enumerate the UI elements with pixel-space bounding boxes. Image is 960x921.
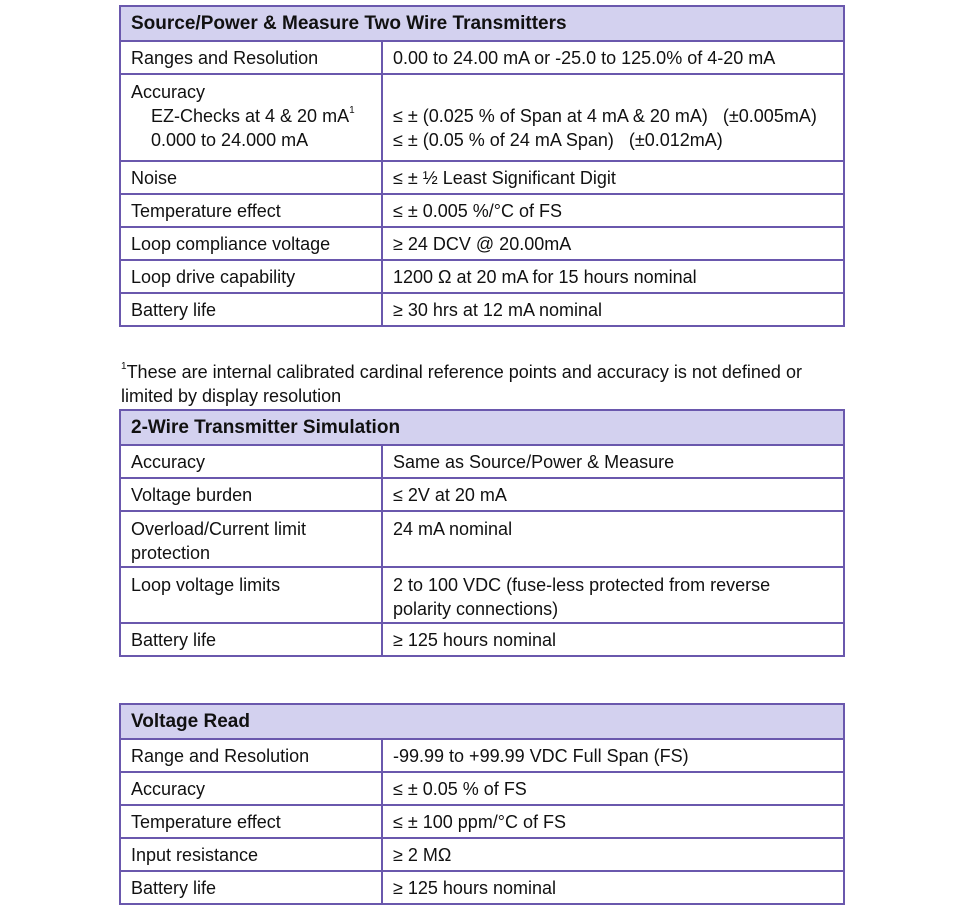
table-title: 2-Wire Transmitter Simulation	[120, 410, 844, 445]
accuracy-sub-value: ≤ ± (0.025 % of Span at 4 mA & 20 mA) (±0.005mA)	[393, 106, 817, 126]
row-label: Battery life	[120, 871, 382, 904]
table-title: Voltage Read	[120, 704, 844, 739]
footnote	[121, 360, 841, 408]
row-label: Accuracy	[131, 82, 206, 102]
row-label: Accuracy	[120, 772, 382, 805]
row-label: Temperature effect	[120, 194, 382, 227]
row-value: 0.00 to 24.00 mA or -25.0 to 125.0% of 4-20 mA	[382, 41, 844, 74]
row-value: ≥ 125 hours nominal	[382, 623, 844, 656]
sub-label-text: EZ-Checks at 4 & 20 mA	[151, 106, 350, 126]
row-value: ≥ 30 hrs at 12 mA nominal	[382, 293, 844, 326]
accuracy-row	[120, 74, 844, 161]
row-value: ≤ ± ½ Least Significant Digit	[382, 161, 844, 194]
footnote-marker: 1	[121, 361, 127, 372]
row-label: Battery life	[120, 293, 382, 326]
voltage-read-table	[119, 703, 845, 905]
row-label: Overload/Current limit protection	[120, 511, 382, 567]
accuracy-sub-label: 0.000 to 24.000 mA	[151, 130, 309, 150]
footnote-text: These are internal calibrated cardinal reference points and accuracy is not defined or limited by display resolution	[121, 362, 802, 406]
row-label: Accuracy	[120, 445, 382, 478]
row-value: ≤ ± 0.005 %/°C of FS	[382, 194, 844, 227]
row-value: ≤ ± 0.05 % of FS	[382, 772, 844, 805]
row-label: Range and Resolution	[120, 739, 382, 772]
accuracy-sub-value: ≤ ± (0.05 % of 24 mA Span) (±0.012mA)	[393, 130, 723, 150]
row-label: Loop voltage limits	[120, 567, 382, 623]
accuracy-label-cell	[120, 74, 382, 161]
row-value: Same as Source/Power & Measure	[382, 445, 844, 478]
table-title: Source/Power & Measure Two Wire Transmitters	[120, 6, 844, 41]
accuracy-sub-label	[131, 104, 371, 128]
footnote-marker: 1	[349, 105, 355, 116]
source-power-measure-table	[119, 5, 845, 327]
row-label: Voltage burden	[120, 478, 382, 511]
row-label: Loop compliance voltage	[120, 227, 382, 260]
row-value: ≥ 2 MΩ	[382, 838, 844, 871]
row-value: 24 mA nominal	[382, 511, 844, 567]
row-label: Loop drive capability	[120, 260, 382, 293]
row-label: Battery life	[120, 623, 382, 656]
row-label: Temperature effect	[120, 805, 382, 838]
row-value: ≥ 24 DCV @ 20.00mA	[382, 227, 844, 260]
row-value: ≥ 125 hours nominal	[382, 871, 844, 904]
row-label: Noise	[120, 161, 382, 194]
row-value: ≤ 2V at 20 mA	[382, 478, 844, 511]
row-value: -99.99 to +99.99 VDC Full Span (FS)	[382, 739, 844, 772]
row-value: 2 to 100 VDC (fuse-less protected from reverse polarity connections)	[382, 567, 844, 623]
row-value: ≤ ± 100 ppm/°C of FS	[382, 805, 844, 838]
two-wire-simulation-table	[119, 409, 845, 657]
accuracy-value-cell	[382, 74, 844, 161]
row-label: Input resistance	[120, 838, 382, 871]
row-label: Ranges and Resolution	[120, 41, 382, 74]
row-value: 1200 Ω at 20 mA for 15 hours nominal	[382, 260, 844, 293]
